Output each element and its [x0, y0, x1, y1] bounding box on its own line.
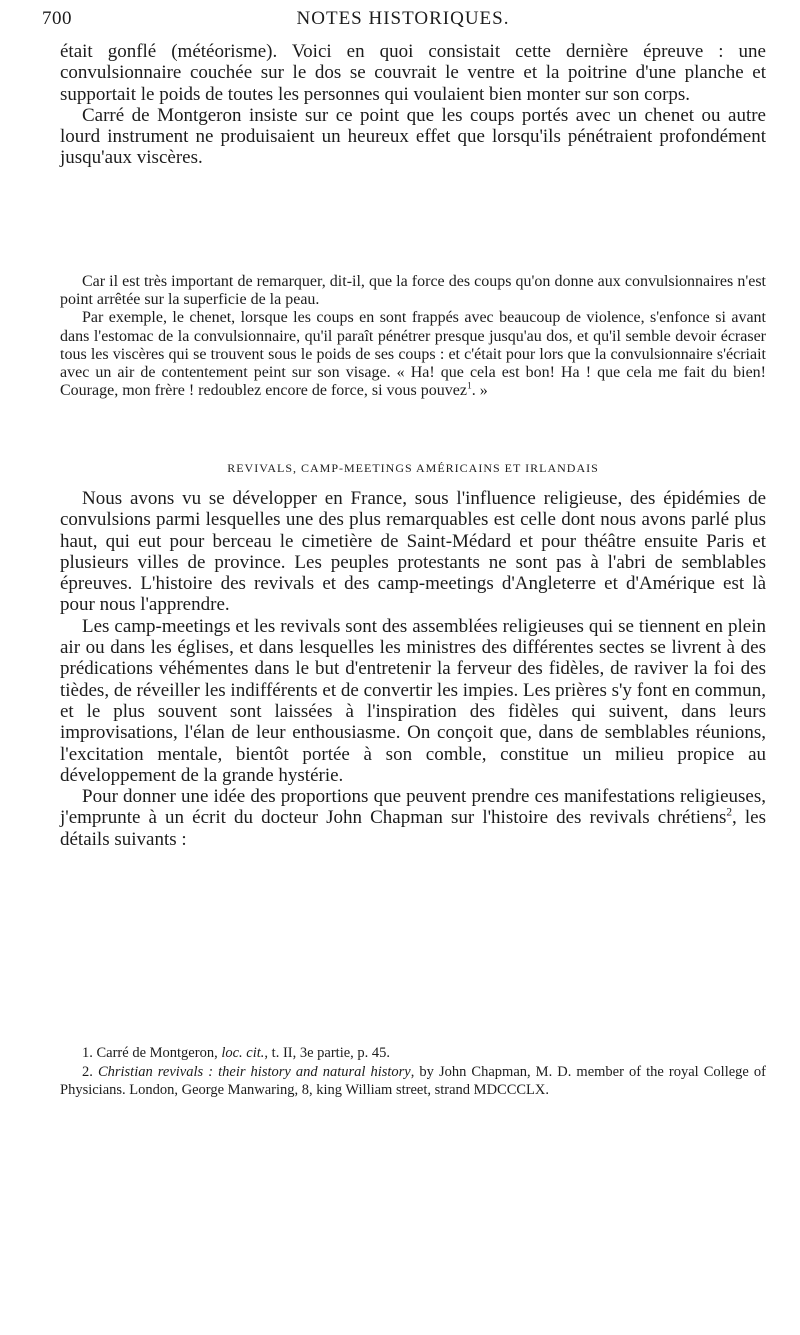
quote-paragraph: Car il est très important de remarquer, dit-il, que la force des coups qu'on donne aux convulsionnaires n'est point arrêtée sur la superficie de la peau. [60, 273, 766, 309]
footnote-ref: 1 [466, 380, 472, 392]
paragraph: Les camp-meetings et les revivals sont des assemblées religieuses qui se tiennent en plein air ou dans les églises, et dans lesquelles les ministres des différentes sectes se livrent à des prédications véhémentes dans le but d'entretenir la ferveur des fidèles, de raviver la foi des tièdes, de réveiller les indifférents et de convertir les impies. Les prières s'y font en commun, et le plus souvent sont laissées à l'inspiration des fidèles qui suivent, dans leurs improvisations, l'élan de leur enthousiasme. On conçoit que, dans de semblables réunions, l'excitation mentale, bientôt portée à son comble, constitue un milieu propice au développement de la grande hystérie. [60, 615, 766, 786]
paragraph: Pour donner une idée des proportions que peuvent prendre ces manifestations religieuses, j'emprunte à un écrit du docteur John Chapman sur l'histoire des revivals chrétiens$^2$, les détails suivants : [60, 786, 766, 850]
paragraph: Carré de Montgeron insiste sur ce point que les coups portés avec un chenet ou autre lourd instrument ne produisaient un heureux effet que lorsqu'ils pénétraient profondément jusqu'aux viscères. [60, 104, 766, 169]
page-number: 700 [42, 8, 72, 29]
main-text [60, 488, 766, 850]
opening-text [60, 41, 766, 169]
quote-paragraph: Par exemple, le chenet, lorsque les coups en sont frappés avec beaucoup de violence, s'enfonce si avant dans l'estomac de la convulsionnaire, qu'il paraît pénétrer presque jusqu'au dos, et qu'il semble devoir écraser tous les viscères qui se trouvent sous le poids de ses coups : et c'était pour lors que la convulsionnaire s'écriait avec un air de contentement peint sur son visage. « Ha! que cela est bon! Ha ! que cela me fait du bien! Courage, mon frère ! redoublez encore de force, si vous pouvez$^1$. » [60, 309, 766, 400]
paragraph: Nous avons vu se développer en France, sous l'influence religieuse, des épidémies de convulsions parmi lesquelles une des plus remarquables est celle dont nous avons parlé plus haut, qui eut pour berceau le cimetière de Saint-Médard et pour théâtre ensuite Paris et plusieurs villes de province. Les peuples protestants ne sont pas à l'abri de semblables épreuves. L'histoire des revivals et des camp-meetings d'Angleterre et d'Amérique est là pour nous l'apprendre. [60, 488, 766, 616]
running-head [42, 8, 764, 36]
section-heading: REVIVALS, CAMP-MEETINGS AMÉRICAINS ET IRLANDAIS [227, 461, 599, 475]
running-title: NOTES HISTORIQUES. [296, 8, 510, 29]
footnotes [60, 1044, 766, 1100]
paragraph: était gonflé (météorisme). Voici en quoi consistait cette dernière épreuve : une convulsionnaire couchée sur le dos se couvrait le ventre et la poitrine d'une planche et supportait le poids de toutes les personnes qui voulaient bien monter sur son corps. [60, 41, 766, 105]
footnote-1: 1. Carré de Montgeron, loc. cit., t. II, 3e partie, p. 45. [82, 1045, 391, 1061]
footnote-ref: 2 [726, 807, 733, 820]
block-quotation [60, 273, 766, 400]
footnote-2: 2. Christian revivals : their history and natural history, by John Chapman, M. D. member of the royal College of Physicians. London, George Manwaring, 8, king William street, strand MDCCCLX. [60, 1063, 766, 1098]
